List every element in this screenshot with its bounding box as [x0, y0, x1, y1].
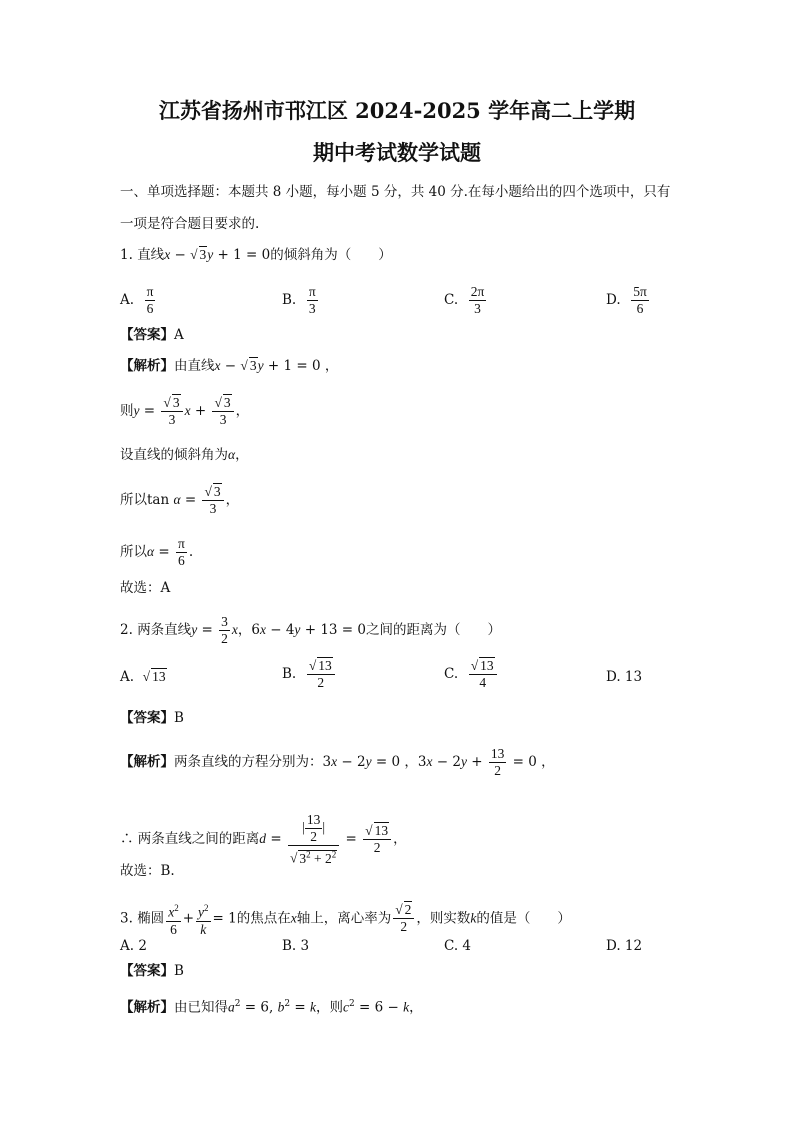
q2-answer: [120, 709, 184, 727]
q2-analysis-line2: ∴ 两条直线之间的距离d = | $\frac{13}{2}$ | √ $3^2 + 2^2$ = $\frac{√ 13}{2}$ ，: [120, 812, 407, 866]
q1-option-b[interactable]: B. $\frac{\pi}{3}$: [282, 284, 316, 316]
q1-analysis-text3: 设直线的倾斜角为: [120, 447, 228, 463]
q1-analysis-text1: 由直线: [174, 358, 215, 374]
section-instructions-line2: 一项是符合题目要求的.: [120, 216, 260, 232]
q3-analysis-text2: ，则: [315, 999, 343, 1016]
q1-analysis-text2: 则: [120, 403, 134, 419]
q2-analysis-line1: 【解析】两条直线的方程分别为：3x − 2y = 0 ，3x − 2y + $\frac{13}{2}$ = 0 ，: [120, 746, 555, 778]
q3-option-c[interactable]: C. 4: [444, 938, 472, 954]
q2-option-a-label: A.: [120, 669, 135, 685]
q1-option-a[interactable]: A. $\frac{\pi}{6}$: [120, 284, 154, 316]
q1-analysis-text4: 所以: [120, 492, 147, 508]
q2-number: 2.: [120, 622, 133, 638]
q2-answer-value: B: [174, 710, 184, 726]
q3-stem-mid: 的焦点在: [236, 910, 291, 927]
q2-analysis-line3: 故选：B.: [120, 863, 175, 879]
q3-option-a[interactable]: A. 2: [120, 938, 147, 954]
q1-answer-label: 【答案】: [120, 327, 174, 343]
q3-stem: 3. 椭圆 $\frac{x^2}{6}$ + $\frac{y^2}{k}$ = 1的焦点在x轴上，离心率为 $\frac{√ 2}{2}$ ，则实数k的值是（ ）: [120, 900, 571, 938]
q1-analysis-line6: 故选：A: [120, 580, 171, 596]
q2-option-a[interactable]: A. √ 13: [120, 669, 166, 685]
q1-analysis-line2: 则y = $\frac{√ 3}{3}$ x + $\frac{√ 3}{3}$ ，: [120, 395, 250, 427]
q2-analysis-label: 【解析】: [120, 754, 174, 770]
q3-analysis-line1: 【解析】由已知得$a^2 = 6$, $b^2 = k$，则$c^2 = 6 - k$，: [120, 999, 423, 1016]
q2-analysis-text2: ∴ 两条直线之间的距离: [120, 830, 260, 847]
q2-analysis-text1: 两条直线的方程分别为：: [174, 754, 323, 770]
q1-option-d[interactable]: D. $\frac{5\pi}{6}$: [606, 284, 647, 316]
q1-stem-pre: 直线: [137, 247, 165, 263]
q1-number: 1.: [120, 247, 133, 263]
q1-option-d-label: D.: [606, 292, 621, 308]
q2-stem: 2. 两条直线y = $\frac{3}{2}$ x，6x − 4y + 13 = 0之间的距离为（ ）: [120, 614, 501, 646]
q1-option-a-label: A.: [120, 292, 135, 308]
q1-option-b-label: B.: [282, 292, 297, 308]
exam-title-line1: 江苏省扬州市邗江区 2024-2025 学年高二上学期: [158, 98, 636, 123]
q3-option-b[interactable]: B. 3: [282, 938, 310, 954]
q1-analysis-label: 【解析】: [120, 358, 174, 374]
q1-analysis-text5: 所以: [120, 544, 147, 560]
q1-analysis-line3: 设直线的倾斜角为α，: [120, 447, 249, 463]
q1-option-c-label: C.: [444, 292, 459, 308]
q3-stem-mid2: 轴上，离心率为: [296, 910, 392, 927]
q2-option-d[interactable]: D. 13: [606, 669, 643, 685]
q1-answer-value: A: [174, 327, 184, 343]
q2-stem-post: 之间的距离为（ ）: [365, 622, 501, 638]
q1-analysis-line5: 所以α = $\frac{\pi}{6}$ .: [120, 536, 194, 568]
q2-option-b-label: B.: [282, 666, 297, 682]
q3-number: 3.: [120, 910, 133, 927]
q3-answer: [120, 962, 184, 980]
q3-stem-pre: 椭圆: [137, 910, 165, 927]
q3-stem-post: 的值是（ ）: [476, 910, 571, 927]
q2-stem-pre: 两条直线: [137, 622, 192, 638]
q2-option-c-label: C.: [444, 666, 459, 682]
q3-stem-mid3: ，则实数: [416, 910, 471, 927]
q2-option-b[interactable]: B. $\frac{√ 13}{2}$: [282, 658, 337, 691]
q3-answer-label: 【答案】: [120, 963, 174, 979]
q1-stem: 1. 直线x − √ 3y + 1 = 0的倾斜角为（ ）: [120, 247, 392, 263]
exam-title-line2: 期中考试数学试题: [313, 140, 481, 165]
q1-answer: [120, 326, 184, 344]
q2-option-c[interactable]: C. $\frac{√ 13}{4}$: [444, 658, 499, 691]
q1-option-c[interactable]: C. $\frac{2\pi}{3}$: [444, 284, 485, 316]
q1-analysis-line1: 【解析】由直线x − √ 3y + 1 = 0 ，: [120, 358, 339, 374]
q1-analysis-line4: 所以tan α = $\frac{√ 3}{3}$ ，: [120, 484, 240, 516]
q3-analysis-text1: 由已知得: [174, 999, 228, 1016]
q1-stem-post: 的倾斜角为（ ）: [270, 247, 392, 263]
q3-answer-value: B: [174, 963, 184, 979]
q3-analysis-label: 【解析】: [120, 999, 174, 1016]
q2-answer-label: 【答案】: [120, 710, 174, 726]
section-instructions-line1: 一、单项选择题：本题共 8 小题，每小题 5 分，共 40 分.在每小题给出的四个选项中，只有: [120, 184, 671, 200]
q3-option-d[interactable]: D. 12: [606, 938, 643, 954]
